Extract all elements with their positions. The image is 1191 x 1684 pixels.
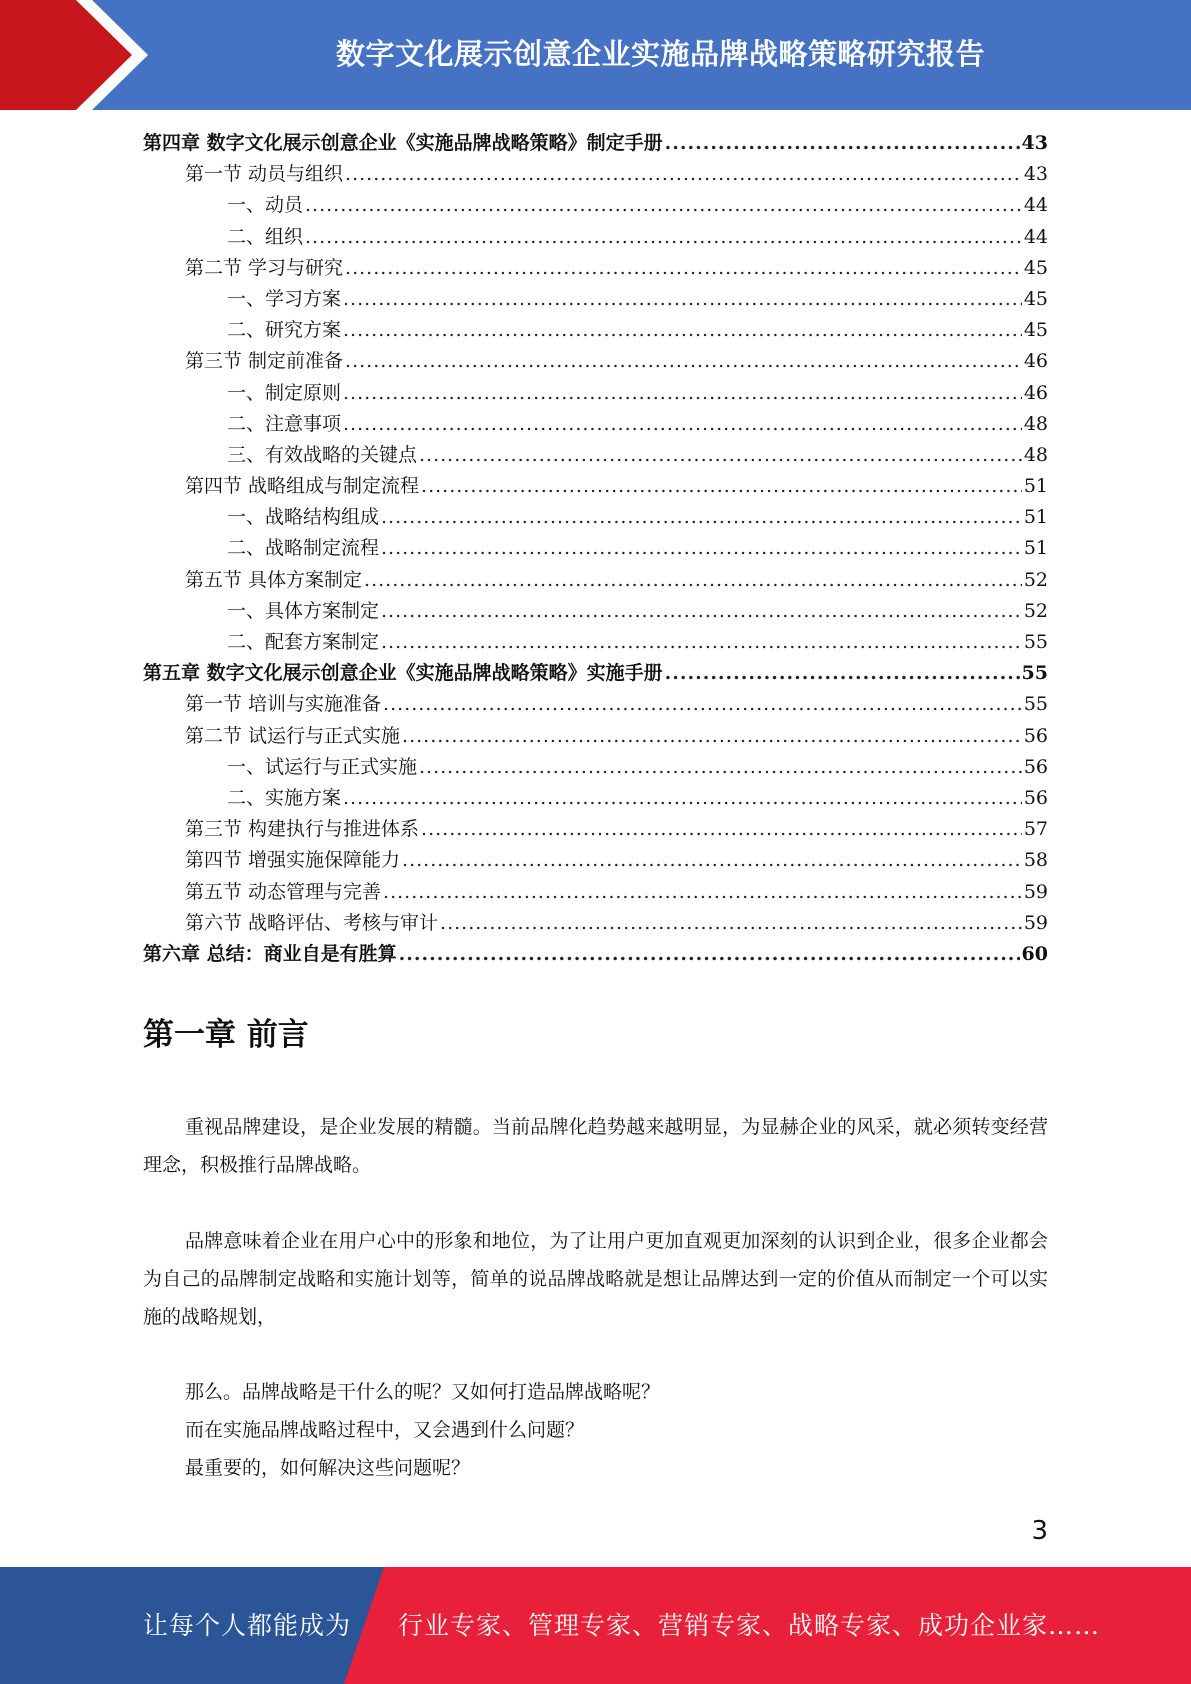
toc-entry[interactable] <box>143 440 1048 471</box>
page-number: 3 <box>1031 1516 1048 1546</box>
page-header <box>0 0 1191 110</box>
toc-entry-label: 第一节 培训与实施准备 <box>185 693 382 716</box>
toc-dot-leader <box>399 939 1020 970</box>
toc-dot-leader <box>343 378 1022 409</box>
toc-page-number: 45 <box>1023 256 1048 279</box>
toc-dot-leader <box>381 596 1022 627</box>
toc-entry[interactable] <box>143 627 1048 658</box>
toc-dot-leader <box>665 658 1020 689</box>
toc-entry[interactable] <box>143 721 1048 752</box>
toc-entry-label: 第二节 学习与研究 <box>185 256 344 279</box>
toc-entry-label: 一、试运行与正式实施 <box>227 755 418 778</box>
toc-page-number: 55 <box>1023 631 1048 653</box>
toc-page-number: 44 <box>1023 194 1048 217</box>
toc-entry-label: 第五节 具体方案制定 <box>185 568 363 591</box>
toc-dot-leader <box>364 565 1022 596</box>
toc-entry[interactable] <box>143 315 1048 346</box>
toc-dot-leader <box>402 721 1022 752</box>
toc-entry[interactable] <box>143 253 1048 284</box>
toc-dot-leader <box>381 533 1022 564</box>
toc-dot-leader <box>381 627 1022 658</box>
toc-entry[interactable] <box>143 845 1048 876</box>
toc-entry-label: 一、具体方案制定 <box>227 599 380 622</box>
toc-dot-leader <box>343 783 1022 814</box>
toc-page-number: 44 <box>1023 225 1048 248</box>
toc-page-number: 45 <box>1023 287 1048 310</box>
toc-page-number: 58 <box>1023 849 1048 872</box>
toc-page-number: 55 <box>1023 693 1048 716</box>
toc-entry[interactable] <box>143 533 1048 564</box>
toc-entry[interactable] <box>143 689 1048 720</box>
toc-page-number: 59 <box>1023 880 1048 903</box>
toc-entry-label: 一、学习方案 <box>227 287 342 310</box>
toc-entry-label: 第四章 数字文化展示创意企业《实施品牌战略策略》制定手册 <box>143 132 663 154</box>
toc-entry[interactable] <box>143 908 1048 939</box>
toc-entry-label: 第六章 总结：商业自是有胜算 <box>143 942 397 965</box>
toc-page-number: 56 <box>1023 724 1048 747</box>
toc-chapter-entry[interactable] <box>143 658 1048 689</box>
toc-entry[interactable] <box>143 814 1048 845</box>
page-footer <box>0 1567 1191 1684</box>
toc-entry-label: 第五章 数字文化展示创意企业《实施品牌战略策略》实施手册 <box>143 662 663 685</box>
toc-entry-label: 二、注意事项 <box>227 412 342 435</box>
toc-entry-label: 二、组织 <box>227 225 304 248</box>
toc-page-number: 52 <box>1023 568 1048 591</box>
toc-entry[interactable] <box>143 596 1048 627</box>
question-line: 最重要的，如何解决这些问题呢？ <box>185 1457 471 1479</box>
toc-dot-leader <box>402 845 1022 876</box>
toc-dot-leader <box>343 284 1022 315</box>
toc-dot-leader <box>421 471 1022 502</box>
toc-dot-leader <box>419 752 1022 783</box>
toc-entry[interactable] <box>143 471 1048 502</box>
toc-entry-label: 第一节 动员与组织 <box>185 163 344 186</box>
intro-paragraph: 重视品牌建设，是企业发展的精髓。当前品牌化趋势越来越明显，为显赫企业的风采，就必须转变经营理念，积极推行品牌战略。 <box>143 1116 1048 1176</box>
toc-page-number: 45 <box>1023 319 1048 342</box>
toc-dot-leader <box>381 502 1022 533</box>
toc-page-number: 51 <box>1023 537 1048 560</box>
footer-slogan-left: 让每个人都能成为 <box>143 1611 352 1640</box>
toc-page-number: 43 <box>1023 163 1048 186</box>
toc-entry-label: 第六节 战略评估、考核与审计 <box>185 911 439 934</box>
toc-page-number: 56 <box>1023 755 1048 778</box>
toc-dot-leader <box>440 908 1022 939</box>
toc-entry-label: 一、动员 <box>227 194 304 217</box>
toc-entry[interactable] <box>143 409 1048 440</box>
toc-page-number: 56 <box>1023 786 1048 809</box>
toc-dot-leader <box>665 128 1020 159</box>
toc-entry[interactable] <box>143 565 1048 596</box>
toc-entry-label: 第三节 制定前准备 <box>185 350 344 373</box>
toc-entry-label: 三、有效战略的关键点 <box>227 443 418 466</box>
toc-dot-leader <box>383 877 1022 908</box>
toc-entry[interactable] <box>143 222 1048 253</box>
toc-chapter-entry[interactable] <box>143 128 1048 159</box>
toc-entry[interactable] <box>143 783 1048 814</box>
toc-entry-label: 第四节 战略组成与制定流程 <box>185 475 420 498</box>
toc-entry[interactable] <box>143 378 1048 409</box>
intro-paragraph: 品牌意味着企业在用户心中的形象和地位，为了让用户更加直观更加深刻的认识到企业，很多企业都会为自己的品牌制定战略和实施计划等，简单的说品牌战略就是想让品牌达到一定的价值从而制定一个可以实施的战略规划， <box>143 1230 1048 1328</box>
toc-dot-leader <box>419 440 1022 471</box>
toc-entry[interactable] <box>143 190 1048 221</box>
toc-page-number: 55 <box>1021 662 1048 685</box>
toc-entry-label: 一、制定原则 <box>227 381 342 404</box>
toc-page-number: 60 <box>1021 942 1048 965</box>
toc-entry[interactable] <box>143 346 1048 377</box>
toc-dot-leader <box>421 814 1022 845</box>
toc-entry-label: 二、战略制定流程 <box>227 537 380 560</box>
toc-entry[interactable] <box>143 502 1048 533</box>
toc-chapter-entry[interactable] <box>143 939 1048 970</box>
toc-entry-label: 二、实施方案 <box>227 786 342 809</box>
toc-dot-leader <box>343 409 1022 440</box>
toc-entry[interactable] <box>143 752 1048 783</box>
toc-page-number: 46 <box>1023 381 1048 404</box>
toc-entry-label: 第二节 试运行与正式实施 <box>185 724 401 747</box>
toc-page-number: 52 <box>1023 599 1048 622</box>
toc-dot-leader <box>305 222 1022 253</box>
toc-entry-label: 第五节 动态管理与完善 <box>185 880 382 903</box>
toc-dot-leader <box>305 190 1022 221</box>
toc-dot-leader <box>383 689 1022 720</box>
toc-page-number: 59 <box>1023 911 1048 934</box>
toc-page-number: 48 <box>1023 443 1048 466</box>
toc-entry-label: 二、配套方案制定 <box>227 631 380 653</box>
toc-entry[interactable] <box>143 877 1048 908</box>
toc-page-number: 57 <box>1023 818 1048 841</box>
toc-dot-leader <box>343 315 1022 346</box>
question-line: 那么。品牌战略是干什么的呢？又如何打造品牌战略呢？ <box>185 1381 661 1403</box>
footer-slogan-right: 行业专家、管理专家、营销专家、战略专家、成功企业家…… <box>398 1611 1101 1640</box>
chapter-title: 第一章 前言 <box>143 1017 309 1053</box>
toc-entry-label: 一、战略结构组成 <box>227 506 380 529</box>
toc-entry-label: 二、研究方案 <box>227 319 342 342</box>
toc-page-number: 48 <box>1023 412 1048 435</box>
table-of-contents <box>143 128 1048 970</box>
toc-entry[interactable] <box>143 159 1048 190</box>
question-line: 而在实施品牌战略过程中，又会遇到什么问题？ <box>185 1419 585 1441</box>
toc-dot-leader <box>345 253 1022 284</box>
toc-page-number: 46 <box>1023 350 1048 373</box>
toc-dot-leader <box>345 159 1022 190</box>
toc-entry-label: 第三节 构建执行与推进体系 <box>185 818 420 841</box>
toc-page-number: 51 <box>1023 506 1048 529</box>
toc-dot-leader <box>345 346 1022 377</box>
toc-page-number: 43 <box>1021 132 1048 154</box>
toc-entry-label: 第四节 增强实施保障能力 <box>185 849 401 872</box>
toc-page-number: 51 <box>1023 475 1048 498</box>
report-title: 数字文化展示创意企业实施品牌战略策略研究报告 <box>335 36 985 71</box>
toc-entry[interactable] <box>143 284 1048 315</box>
header-chevron-icon <box>0 0 160 110</box>
